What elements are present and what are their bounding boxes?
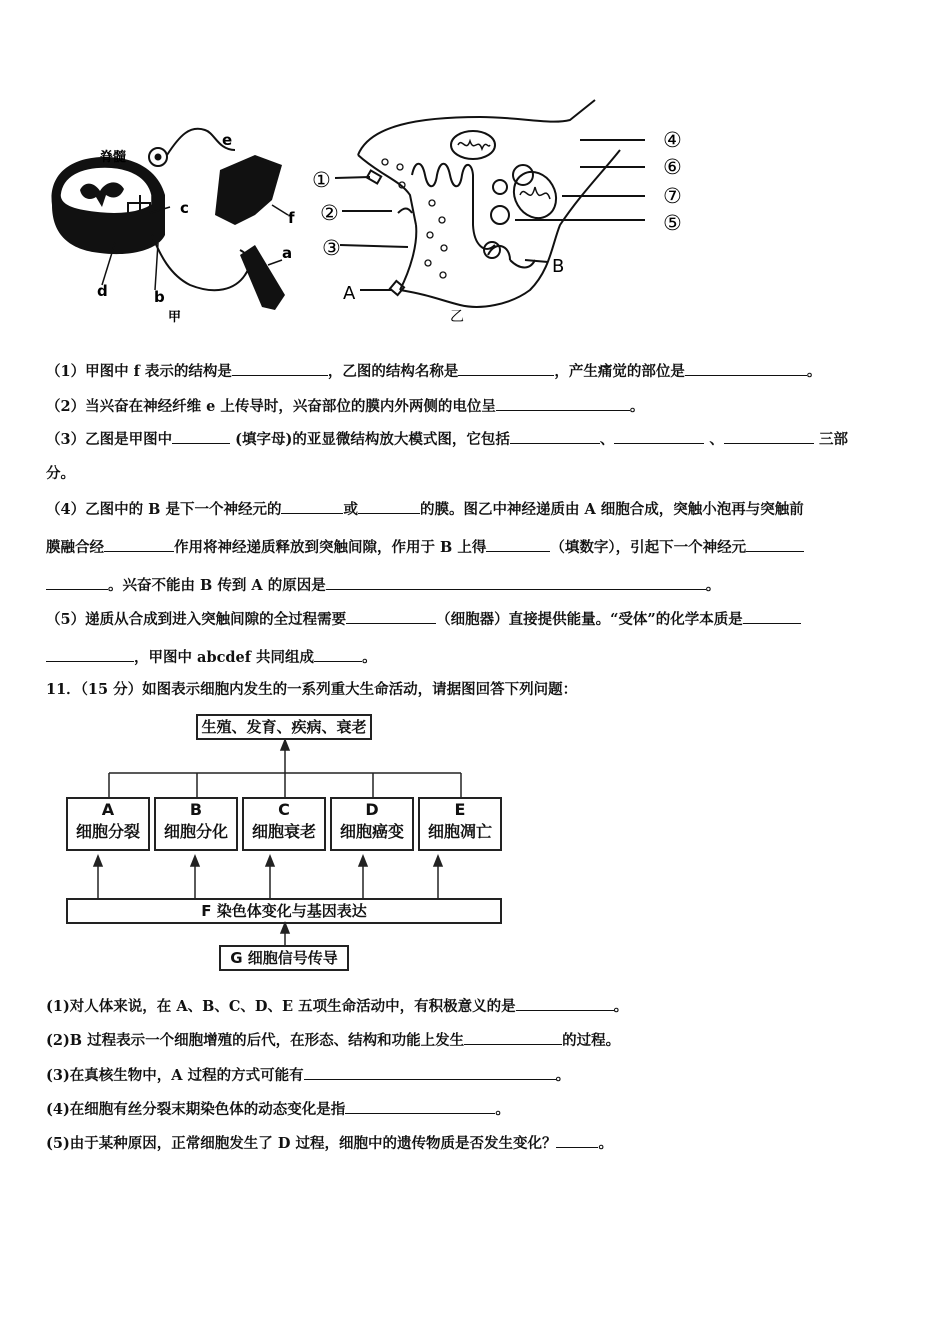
q10-part2: （2）当兴奋在神经纤维 e 上传导时，兴奋部位的膜内外两侧的电位呈 。 — [46, 398, 645, 415]
q10-part4-line3: 。兴奋不能由 B 传到 A 的原因是 。 — [46, 575, 720, 596]
box-a-cell-division: A 细胞分裂 — [66, 797, 150, 851]
q11-sub4: (4)在细胞有丝分裂末期染色体的动态变化是指 。 — [46, 1101, 510, 1118]
answer-blank[interactable] — [724, 429, 814, 444]
num-4: ④ — [663, 128, 682, 152]
box-c-cell-aging: C 细胞衰老 — [242, 797, 326, 851]
answer-blank[interactable] — [486, 537, 550, 552]
label-f: f — [288, 209, 295, 227]
box-b-cell-differentiation: B 细胞分化 — [154, 797, 238, 851]
q11-sub5: (5)由于某种原因，正常细胞发生了 D 过程，细胞中的遗传物质是否发生变化？ 。 — [46, 1135, 613, 1152]
answer-blank[interactable] — [556, 1133, 598, 1148]
num-5: ⑤ — [663, 211, 682, 235]
answer-blank[interactable] — [46, 575, 108, 590]
num-1: ① — [312, 168, 331, 192]
q10-part1: （1）甲图中 f 表示的结构是 ，乙图的结构名称是 ，产生痛觉的部位是 。 — [46, 363, 822, 380]
q11-sub3: (3)在真核生物中，A 过程的方式可能有 。 — [46, 1067, 571, 1084]
q10-part3-cont: 分。 — [46, 465, 75, 482]
num-7: ⑦ — [663, 184, 682, 208]
answer-blank[interactable] — [685, 361, 807, 376]
label-A: A — [343, 283, 356, 304]
box-g-signal-transduction: G 细胞信号传导 — [219, 945, 349, 971]
answer-blank[interactable] — [614, 429, 704, 444]
answer-blank[interactable] — [232, 361, 328, 376]
label-b: b — [154, 288, 165, 306]
answer-blank[interactable] — [346, 609, 436, 624]
answer-blank[interactable] — [104, 537, 174, 552]
caption-yi: 乙 — [450, 309, 464, 325]
answer-blank[interactable] — [358, 499, 420, 514]
q11-sub1: (1)对人体来说，在 A、B、C、D、E 五项生命活动中，有积极意义的是 。 — [46, 998, 629, 1015]
num-2: ② — [320, 201, 339, 225]
q10-part4: （4）乙图中的 B 是下一个神经元的 或 的膜。图乙中神经递质由 A 细胞合成，突触小泡再与突触前 — [46, 501, 804, 518]
label-e: e — [222, 131, 233, 149]
answer-blank[interactable] — [464, 1030, 562, 1045]
spinal-cord-diagram — [52, 129, 288, 310]
answer-blank[interactable] — [345, 1099, 495, 1114]
synapse-diagram — [335, 100, 645, 307]
answer-blank[interactable] — [746, 537, 804, 552]
num-6: ⑥ — [663, 155, 682, 179]
answer-blank[interactable] — [326, 575, 706, 590]
answer-blank[interactable] — [314, 647, 362, 662]
label-c: c — [180, 199, 189, 217]
answer-blank[interactable] — [281, 499, 343, 514]
q10-part5-line2: ，甲图中 abcdef 共同组成 。 — [46, 647, 377, 668]
q11-sub2: (2)B 过程表示一个细胞增殖的后代，在形态、结构和功能上发生 的过程。 — [46, 1032, 621, 1049]
label-a: a — [282, 244, 293, 262]
answer-blank[interactable] — [743, 609, 801, 624]
q11-stem: 11．（15 分）如图表示细胞内发生的一系列重大生命活动，请据图回答下列问题： — [46, 681, 578, 698]
top-box: 生殖、发育、疾病、衰老 — [196, 714, 372, 740]
label-B: B — [552, 256, 565, 277]
q10-part3: （3）乙图是甲图中 (填字母)的亚显微结构放大模式图，它包括 、 、 三部 — [46, 431, 848, 448]
answer-blank[interactable] — [304, 1065, 556, 1080]
answer-blank[interactable] — [172, 429, 230, 444]
box-f-chromosome-gene-expression: F 染色体变化与基因表达 — [66, 898, 502, 924]
diagram-connectors — [60, 740, 510, 970]
answer-blank[interactable] — [46, 647, 134, 662]
q10-part4-line2: 膜融合经 作用将神经递质释放到突触间隙，作用于 B 上得 （填数字），引起下一个神经元 — [46, 537, 804, 558]
answer-blank[interactable] — [458, 361, 554, 376]
answer-blank[interactable] — [496, 396, 630, 411]
q10-part5: （5）递质从合成到进入突触间隙的全过程需要 （细胞器）直接提供能量。“受体”的化学本质是 — [46, 609, 801, 630]
caption-jia: 甲 — [168, 310, 182, 325]
label-d: d — [97, 282, 108, 300]
label-jizhui: 脊髓 — [100, 150, 127, 165]
num-3: ③ — [322, 236, 341, 260]
answer-blank[interactable] — [510, 429, 600, 444]
box-e-apoptosis: E 细胞凋亡 — [418, 797, 502, 851]
box-d-canceration: D 细胞癌变 — [330, 797, 414, 851]
answer-blank[interactable] — [516, 996, 614, 1011]
reflex-arc-synapse-figure — [40, 95, 720, 335]
